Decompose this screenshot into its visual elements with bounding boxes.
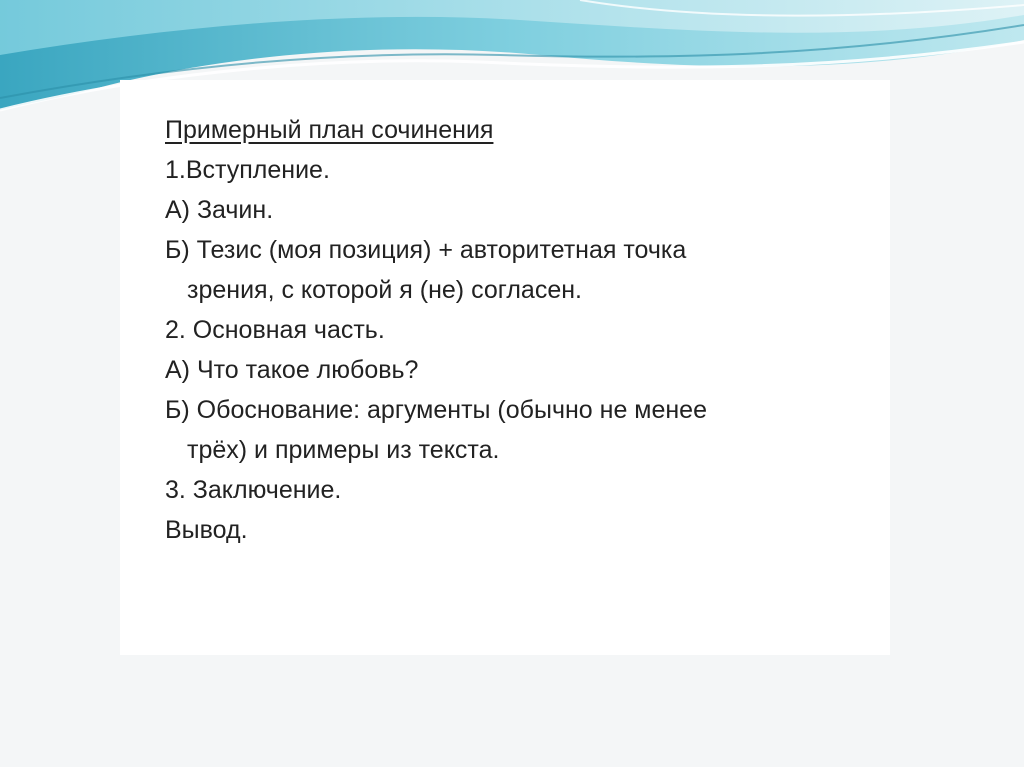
- plan-line-thesis: [165, 230, 865, 310]
- essay-plan: [165, 110, 865, 550]
- plan-line-introduction: 1.Вступление.: [165, 156, 330, 184]
- plan-title: Примерный план сочинения: [165, 116, 494, 144]
- plan-line-justification-part1: Б) Обоснование: аргументы (обычно не менее: [165, 396, 707, 424]
- plan-line-summary: Вывод.: [165, 516, 248, 544]
- plan-line-opening: А) Зачин.: [165, 196, 274, 224]
- plan-line-thesis-part1: Б) Тезис (моя позиция) + авторитетная точка: [165, 236, 687, 264]
- plan-line-main-part: 2. Основная часть.: [165, 316, 385, 344]
- plan-line-conclusion: 3. Заключение.: [165, 476, 342, 504]
- plan-line-justification: [165, 390, 865, 470]
- plan-line-justification-part2: трёх) и примеры из текста.: [187, 436, 500, 464]
- plan-line-what-is-love: А) Что такое любовь?: [165, 356, 419, 384]
- plan-line-thesis-part2: зрения, с которой я (не) согласен.: [187, 276, 582, 304]
